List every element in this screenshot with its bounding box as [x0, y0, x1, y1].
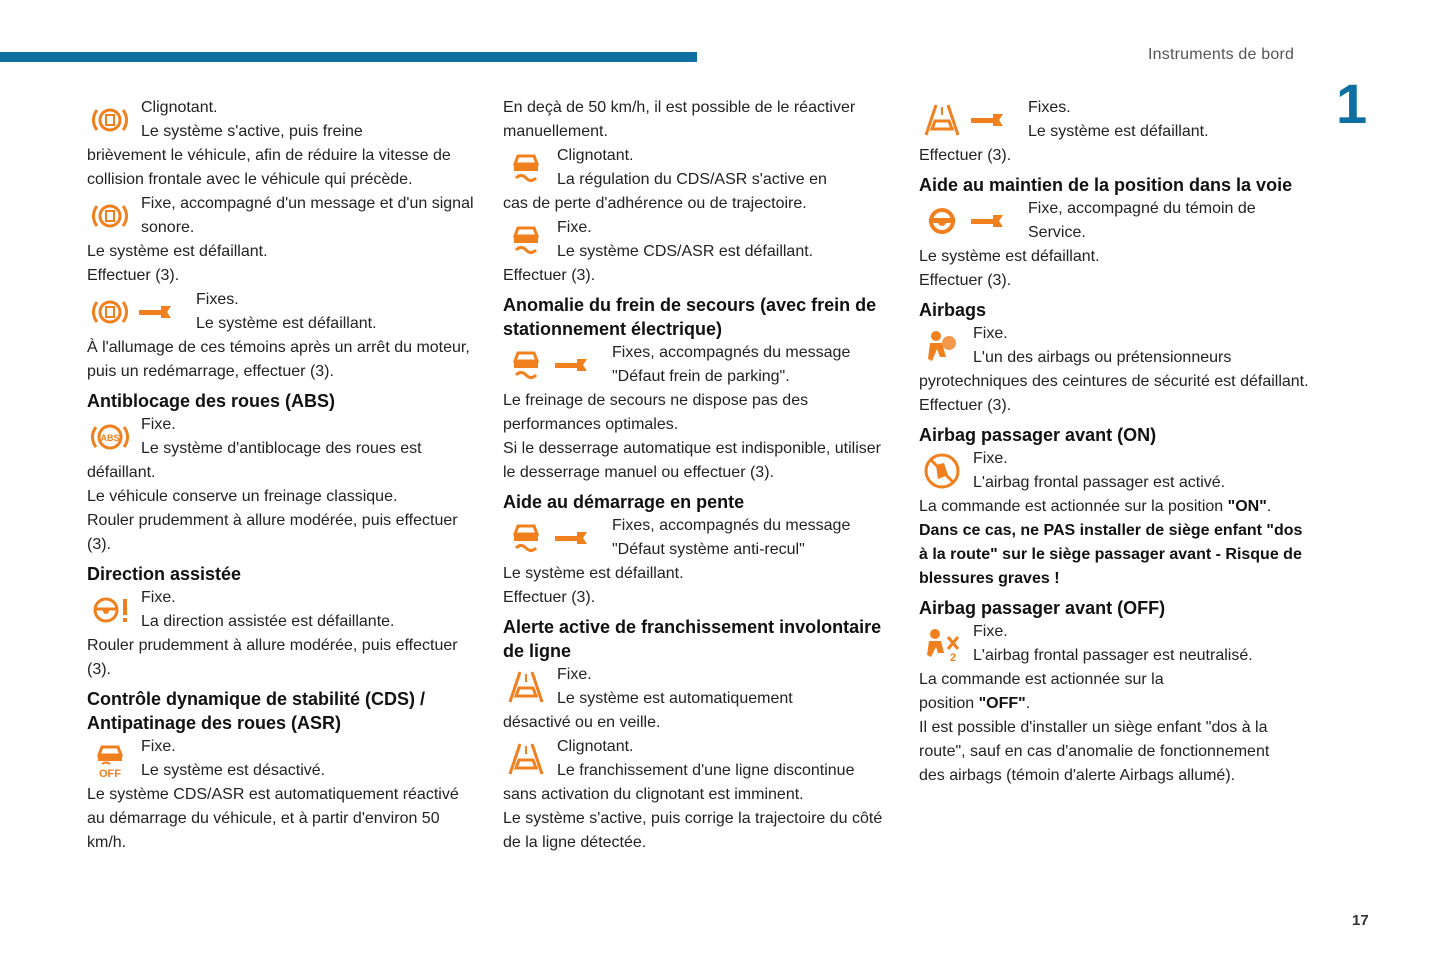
body-text	[919, 668, 1209, 716]
body-text: Le système s'active, puis corrige la trajectoire du côté de la ligne détectée.	[503, 810, 883, 851]
svg-text:2: 2	[949, 652, 957, 663]
body-text: Effectuer (3).	[87, 267, 180, 284]
lane-blink-entry	[503, 735, 895, 783]
section-title: Instruments de bord	[1148, 46, 1295, 63]
body-text: L'airbag frontal passager est neutralisé.	[973, 647, 1253, 664]
stability-icon	[503, 146, 549, 190]
heading-abs: Antiblocage des roues (ABS)	[87, 391, 336, 411]
body-text: Effectuer (3).	[503, 589, 596, 606]
status-text: Fixes.	[196, 291, 239, 308]
heading-steering: Direction assistée	[87, 564, 242, 584]
airbag-off-entry	[919, 620, 1311, 668]
body-text: La régulation du CDS/ASR s'active en	[557, 171, 827, 188]
body-text: Le système est défaillant.	[196, 315, 377, 332]
wrench-icon	[133, 290, 179, 334]
airbag-off-icon	[919, 622, 965, 666]
status-text: Fixes, accompagnés du message "Défaut système anti-recul"	[612, 517, 851, 558]
steering-wheel-warning-icon	[87, 588, 133, 632]
body-text: Le système est défaillant.	[1028, 123, 1209, 140]
heading-airbags: Airbags	[919, 300, 987, 320]
off-label: OFF	[99, 768, 121, 779]
abs-label: ABS	[100, 433, 120, 443]
body-text-part: La commande est actionnée sur la position	[919, 671, 1164, 712]
status-text: Fixe.	[141, 738, 176, 755]
body-text: La direction assistée est défaillante.	[141, 613, 395, 630]
child-seat-prohibited-icon	[919, 449, 965, 493]
body-text: Le système est défaillant.	[919, 248, 1100, 265]
chapter-number: 1	[1336, 72, 1368, 135]
airbags-entry	[919, 322, 1311, 370]
body-text: Si le desserrage automatique est indisponible, utiliser le desserrage manuel ou effectuer (3).	[503, 440, 881, 481]
hill-start-entry	[503, 514, 895, 562]
body-text: Effectuer (3).	[919, 147, 1012, 164]
heading-lane-alert: Alerte active de franchissement involontaire de ligne	[503, 617, 882, 661]
stability-icon	[503, 218, 549, 262]
status-text: Fixes.	[1028, 99, 1071, 116]
body-text	[919, 495, 1311, 519]
airbag-on-entry	[919, 447, 1311, 495]
body-text: L'un des airbags ou prétensionneurs	[973, 349, 1232, 366]
body-text: Le système est automatiquement	[557, 690, 793, 707]
emergency-brake-entry	[503, 341, 895, 389]
warning-text	[919, 519, 1311, 591]
cds-blink-entry	[503, 144, 895, 192]
body-text: pyrotechniques des ceintures de sécurité est défaillant.	[919, 373, 1309, 390]
body-text-part: .	[1266, 498, 1272, 515]
column-2	[503, 96, 895, 855]
status-text: Clignotant.	[557, 738, 634, 755]
column-1	[87, 96, 479, 855]
brake-warning-icon	[87, 290, 133, 334]
status-text: Fixe.	[973, 623, 1008, 640]
status-text: Fixe, accompagné d'un message et d'un signal sonore.	[141, 195, 474, 236]
brake-blink-entry	[87, 96, 479, 144]
status-text: Fixe.	[557, 666, 592, 683]
body-text: Le système CDS/ASR est défaillant.	[557, 243, 814, 260]
wrench-icon	[965, 98, 1011, 142]
column-3	[919, 96, 1311, 788]
status-text: Fixe.	[141, 589, 176, 606]
body-text: Rouler prudemment à allure modérée, puis effectuer (3).	[87, 637, 458, 678]
wrench-icon	[549, 516, 595, 560]
stability-icon	[503, 516, 549, 560]
body-text: brièvement le véhicule, afin de réduire la vitesse de collision frontale avec le véhicule qui précède.	[87, 147, 451, 188]
stability-off-icon	[87, 737, 133, 781]
cds-off-entry	[87, 735, 479, 783]
body-text: Le système est défaillant.	[503, 565, 684, 582]
brake-fixed-entry	[87, 192, 479, 240]
status-text: Clignotant.	[141, 99, 218, 116]
body-text: désactivé ou en veille.	[503, 714, 661, 731]
body-text: Le système CDS/ASR est automatiquement réactivé au démarrage du véhicule, et à partir d'environ 50 km/h.	[87, 786, 459, 851]
lane-keep-entry	[919, 197, 1311, 245]
header-accent-bar	[0, 52, 697, 62]
wrench-icon	[965, 199, 1011, 243]
body-text-part: .	[1025, 695, 1031, 712]
body-text: défaillant.	[87, 464, 156, 481]
body-text: sans activation du clignotant est imminent.	[503, 786, 804, 803]
body-text: cas de perte d'adhérence ou de trajectoire.	[503, 195, 807, 212]
body-text: Effectuer (3).	[919, 272, 1012, 289]
body-text: Le système s'active, puis freine	[141, 123, 363, 140]
off-position-label: "OFF"	[978, 695, 1026, 712]
body-text: L'airbag frontal passager est activé.	[973, 474, 1226, 491]
status-text: Fixe.	[973, 450, 1008, 467]
status-text: Fixe.	[557, 219, 592, 236]
body-text: À l'allumage de ces témoins après un arrêt du moteur, puis un redémarrage, effectuer (3).	[87, 339, 470, 380]
abs-entry	[87, 413, 479, 461]
body-text: Le système est désactivé.	[141, 762, 326, 779]
body-text: Effectuer (3).	[503, 267, 596, 284]
wrench-icon	[549, 343, 595, 387]
heading-cds: Contrôle dynamique de stabilité (CDS) / Antipatinage des roues (ASR)	[87, 689, 426, 733]
abs-icon	[87, 415, 133, 459]
brake-service-entry	[87, 288, 479, 336]
heading-emergency-brake: Anomalie du frein de secours (avec frein de stationnement électrique)	[503, 295, 877, 339]
status-text: Fixe.	[141, 416, 176, 433]
heading-lane-keep: Aide au maintien de la position dans la voie	[919, 175, 1293, 195]
status-text: Fixe, accompagné du témoin de Service.	[1028, 200, 1256, 241]
body-text: Il est possible d'installer un siège enfant "dos à la route", sauf en cas d'anomalie de fonctionnement des airbags (témoin d'alerte Airbags allumé).	[919, 719, 1270, 784]
body-text: En deçà de 50 km/h, il est possible de le réactiver manuellement.	[503, 99, 856, 140]
warning-text-bold: Dans ce cas, ne PAS installer de siège enfant "dos à la route" sur le siège passager avant - Risque de blessures graves !	[919, 522, 1303, 587]
steering-wheel-icon	[919, 199, 965, 243]
lane-alert-entry	[503, 663, 895, 711]
body-text: Le système est défaillant.	[87, 243, 268, 260]
lane-departure-icon	[503, 737, 549, 781]
stability-icon	[503, 343, 549, 387]
steering-entry	[87, 586, 479, 634]
lane-service-entry	[919, 96, 1311, 144]
page-number: 17	[1352, 912, 1369, 929]
lane-departure-icon	[503, 665, 549, 709]
airbag-icon	[919, 324, 965, 368]
body-text: Le système d'antiblocage des roues est	[141, 440, 422, 457]
body-text: Le freinage de secours ne dispose pas des performances optimales.	[503, 392, 809, 433]
body-text-part: La commande est actionnée sur la position	[919, 498, 1228, 515]
body-text: Effectuer (3).	[919, 397, 1012, 414]
body-text: Le véhicule conserve un freinage classique.	[87, 488, 398, 505]
brake-warning-icon	[87, 98, 133, 142]
heading-airbag-on: Airbag passager avant (ON)	[919, 425, 1157, 445]
status-text: Fixes, accompagnés du message "Défaut frein de parking".	[612, 344, 851, 385]
status-text: Clignotant.	[557, 147, 634, 164]
on-position-label: "ON"	[1227, 498, 1267, 515]
cds-fixed-entry	[503, 216, 895, 264]
body-text: Rouler prudemment à allure modérée, puis effectuer (3).	[87, 512, 458, 553]
status-text: Fixe.	[973, 325, 1008, 342]
heading-hill-start: Aide au démarrage en pente	[503, 492, 745, 512]
heading-airbag-off: Airbag passager avant (OFF)	[919, 598, 1166, 618]
body-text: Le franchissement d'une ligne discontinue	[557, 762, 855, 779]
brake-warning-icon	[87, 194, 133, 238]
lane-departure-icon	[919, 98, 965, 142]
